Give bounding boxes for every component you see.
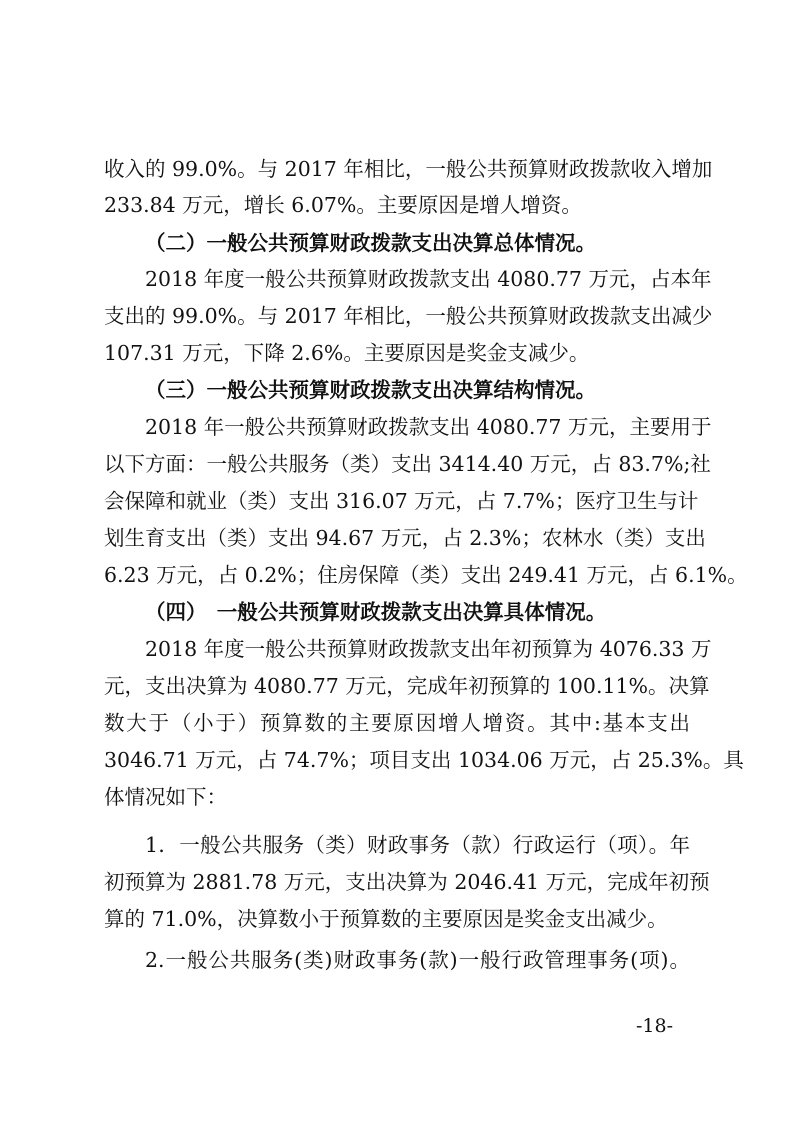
body-text-line-4: 支出的 99.0%。与 2017 年相比，一般公共预算财政拨款支出减少 (104, 304, 713, 328)
body-text-line-9: 划生育支出（类）支出 94.67 万元，占 2.3%；农林水（类）支出 (104, 526, 706, 550)
body-text-line-14: 3046.71 万元，占 74.7%；项目支出 1034.06 万元，占 25.3%。具 (104, 748, 744, 772)
body-text-line-7: 以下方面：一般公共服务（类）支出 3414.40 万元，占 83.7%;社 (104, 452, 711, 476)
section-heading-4: （四） 一般公共预算财政拨款支出决算具体情况。 (145, 600, 607, 624)
body-text-line-5: 107.31 万元，下降 2.6%。主要原因是奖金支减少。 (104, 341, 590, 365)
numbered-item-1-line-2: 初预算为 2881.78 万元，支出决算为 2046.41 万元，完成年初预 (104, 870, 710, 894)
numbered-item-1-line-3: 算的 71.0%，决算数小于预算数的主要原因是奖金支出减少。 (104, 907, 668, 931)
body-text-line-13: 数大于（小于）预算数的主要原因增人增资。其中:基本支出 (104, 711, 690, 735)
numbered-item-2-line-1: 2.一般公共服务(类)财政事务(款)一般行政管理事务(项)。 (145, 948, 690, 972)
section-heading-2: （二）一般公共预算财政拨款支出决算总体情况。 (145, 231, 596, 255)
body-text-line-1: 收入的 99.0%。与 2017 年相比，一般公共预算财政拨款收入增加 (104, 157, 713, 181)
body-text-line-3: 2018 年度一般公共预算财政拨款支出 4080.77 万元，占本年 (145, 267, 712, 291)
body-text-line-11: 2018 年度一般公共预算财政拨款支出年初预算为 4076.33 万 (145, 637, 712, 661)
page-number: -18- (636, 1015, 674, 1037)
section-heading-3: （三）一般公共预算财政拨款支出决算结构情况。 (145, 378, 596, 402)
body-text-line-2: 233.84 万元，增长 6.07%。主要原因是增人增资。 (104, 193, 582, 217)
body-text-line-12: 元，支出决算为 4080.77 万元，完成年初预算的 100.11%。决算 (104, 674, 710, 698)
numbered-item-1-line-1: 1．一般公共服务（类）财政事务（款）行政运行（项）。年 (145, 833, 690, 857)
body-text-line-6: 2018 年一般公共预算财政拨款支出 4080.77 万元，主要用于 (145, 415, 712, 439)
body-text-line-8: 会保障和就业（类）支出 316.07 万元，占 7.7%；医疗卫生与计 (104, 489, 699, 513)
body-text-line-15: 体情况如下： (104, 785, 227, 809)
body-text-line-10: 6.23 万元，占 0.2%；住房保障（类）支出 249.41 万元，占 6.1%。 (104, 563, 748, 587)
